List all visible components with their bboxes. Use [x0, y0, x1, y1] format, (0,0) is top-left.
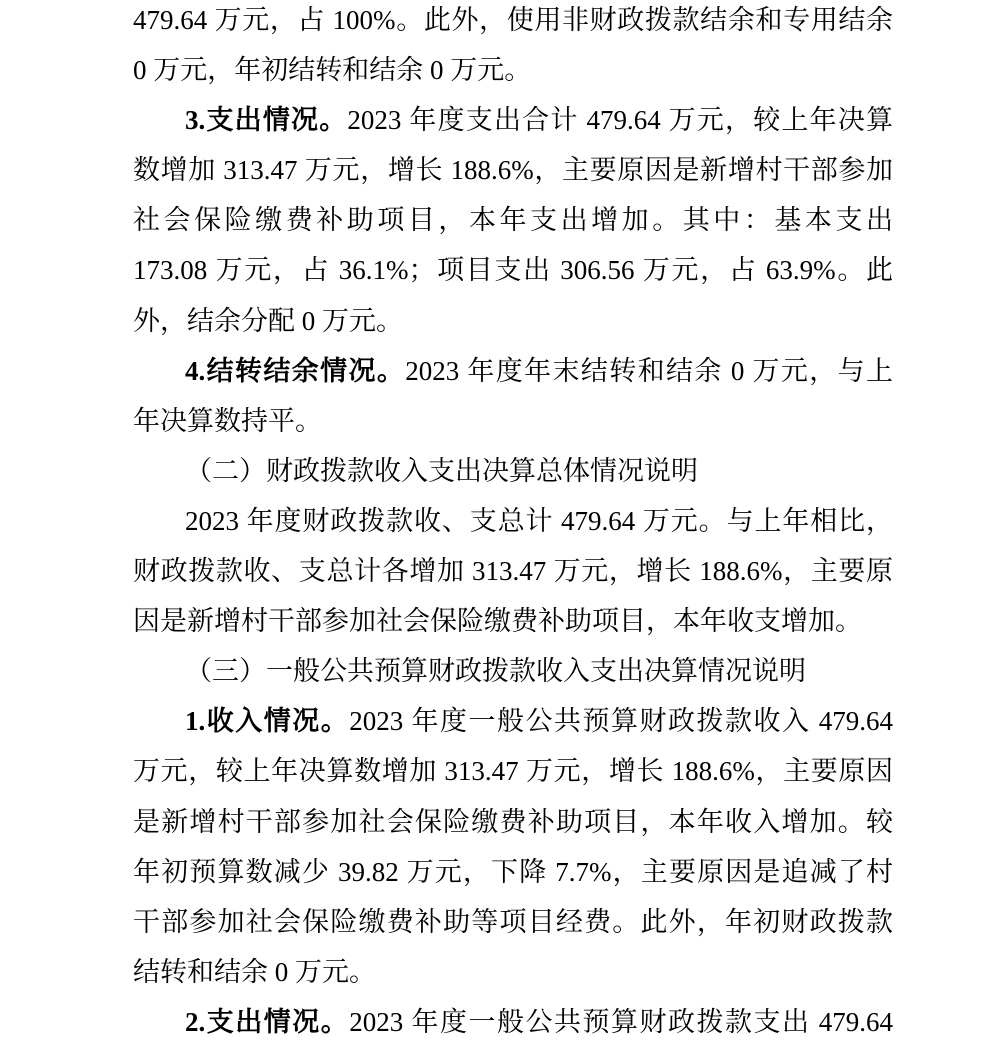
document-text: [133, 0, 893, 1047]
section-heading-segment: 2.支出情况。: [185, 1006, 350, 1037]
text-line: [133, 296, 893, 346]
text-segment: 2023 年度年末结转和结余 0 万元，与上: [405, 355, 893, 386]
text-line: [133, 145, 893, 195]
text-segment: 2023 年度一般公共预算财政拨款支出 479.64: [349, 1006, 893, 1037]
text-segment: 社会保险缴费补助项目，本年支出增加。其中：基本支出: [133, 205, 893, 236]
text-segment: 年初预算数减少 39.82 万元，下降 7.7%，主要原因是追减了村: [133, 856, 893, 887]
text-line: [133, 95, 893, 145]
text-line: [133, 346, 893, 396]
text-line: [133, 0, 893, 45]
text-line: [133, 947, 893, 997]
text-segment: （三）一般公共预算财政拨款收入支出决算情况说明: [185, 656, 806, 687]
text-line: [133, 446, 893, 496]
text-line: [133, 746, 893, 796]
section-heading-segment: 1.收入情况。: [185, 706, 350, 737]
text-line: [133, 897, 893, 947]
text-segment: 年决算数持平。: [133, 405, 322, 436]
text-segment: 财政拨款收、支总计各增加 313.47 万元，增长 188.6%，主要原: [133, 556, 893, 587]
text-segment: 0 万元，年初结转和结余 0 万元。: [133, 55, 532, 86]
text-line: [133, 546, 893, 596]
text-line: [133, 496, 893, 546]
text-line: [133, 245, 893, 295]
text-line: [133, 195, 893, 245]
text-line: [133, 997, 893, 1047]
text-segment: 2023 年度财政拨款收、支总计 479.64 万元。与上年相比，: [185, 505, 893, 536]
text-segment: 结转和结余 0 万元。: [133, 956, 376, 987]
text-line: [133, 847, 893, 897]
section-heading-segment: 4.结转结余情况。: [185, 355, 406, 386]
text-line: [133, 596, 893, 646]
text-line: [133, 646, 893, 696]
text-segment: 万元，较上年决算数增加 313.47 万元，增长 188.6%，主要原因: [133, 756, 893, 787]
text-segment: 479.64 万元，占 100%。此外，使用非财政拨款结余和专用结余: [133, 5, 893, 35]
text-segment: 是新增村干部参加社会保险缴费补助项目，本年收入增加。较: [133, 806, 893, 837]
text-line: [133, 797, 893, 847]
text-segment: 外，结余分配 0 万元。: [133, 305, 403, 336]
text-segment: 2023 年度一般公共预算财政拨款收入 479.64: [349, 706, 893, 737]
text-line: [133, 696, 893, 746]
text-line: [133, 396, 893, 446]
text-segment: 2023 年度支出合计 479.64 万元，较上年决算: [347, 105, 894, 136]
section-heading-segment: 3.支出情况。: [185, 105, 348, 136]
text-segment: （二）财政拨款收入支出决算总体情况说明: [185, 455, 698, 486]
text-line: [133, 45, 893, 95]
text-segment: 干部参加社会保险缴费补助等项目经费。此外，年初财政拨款: [133, 906, 893, 937]
text-segment: 因是新增村干部参加社会保险缴费补助项目，本年收支增加。: [133, 606, 862, 637]
text-segment: 数增加 313.47 万元，增长 188.6%，主要原因是新增村干部参加: [133, 155, 893, 186]
text-segment: 173.08 万元，占 36.1%；项目支出 306.56 万元，占 63.9%。此: [133, 255, 893, 286]
